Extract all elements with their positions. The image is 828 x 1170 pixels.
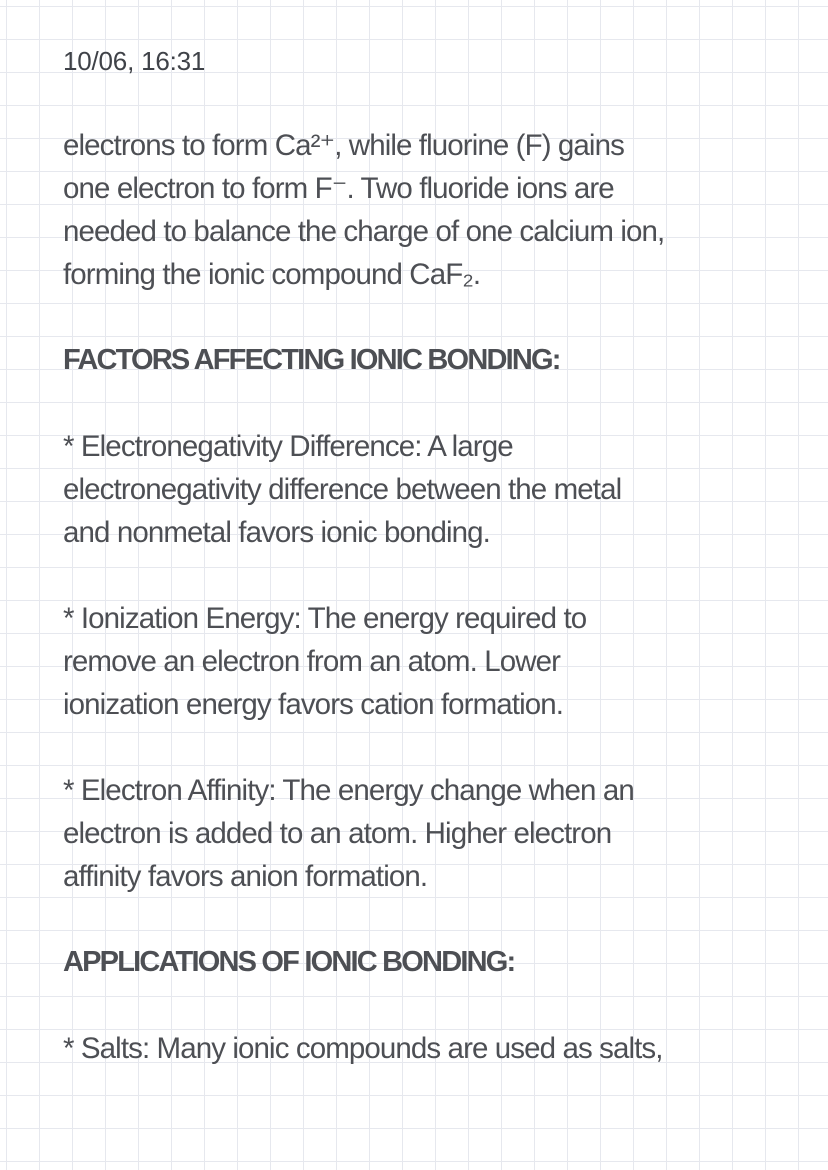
spacer [63,554,798,597]
factor-electronegativity: * Electronegativity Difference: A large electronegativity difference between the metal and nonmetal favors ionic bonding. [63,430,622,549]
application-salts: * Salts: Many ionic compounds are used as salts, [63,1032,663,1065]
spacer [63,382,798,425]
spacer [63,984,798,1027]
factor-electron-affinity: * Electron Affinity: The energy change when an electron is added to an atom. Higher electron affinity favors anion formation. [63,774,634,893]
applications-heading: APPLICATIONS OF IONIC BONDING: [63,946,515,978]
spacer [63,726,798,769]
factor-ionization-energy: * Ionization Energy: The energy required to remove an electron from an atom. Lower ionization energy favors cation formation. [63,602,587,721]
note-body [63,124,798,1070]
intro-paragraph: electrons to form Ca²⁺, while fluorine (F) gains one electron to form F⁻. Two fluoride ions are needed to balance the charge of one calcium ion, forming the ionic compound CaF₂. [63,129,665,291]
spacer [63,296,798,339]
factors-heading: FACTORS AFFECTING IONIC BONDING: [63,344,560,376]
note-timestamp: 10/06, 16:31 [63,46,206,76]
spacer [63,898,798,941]
